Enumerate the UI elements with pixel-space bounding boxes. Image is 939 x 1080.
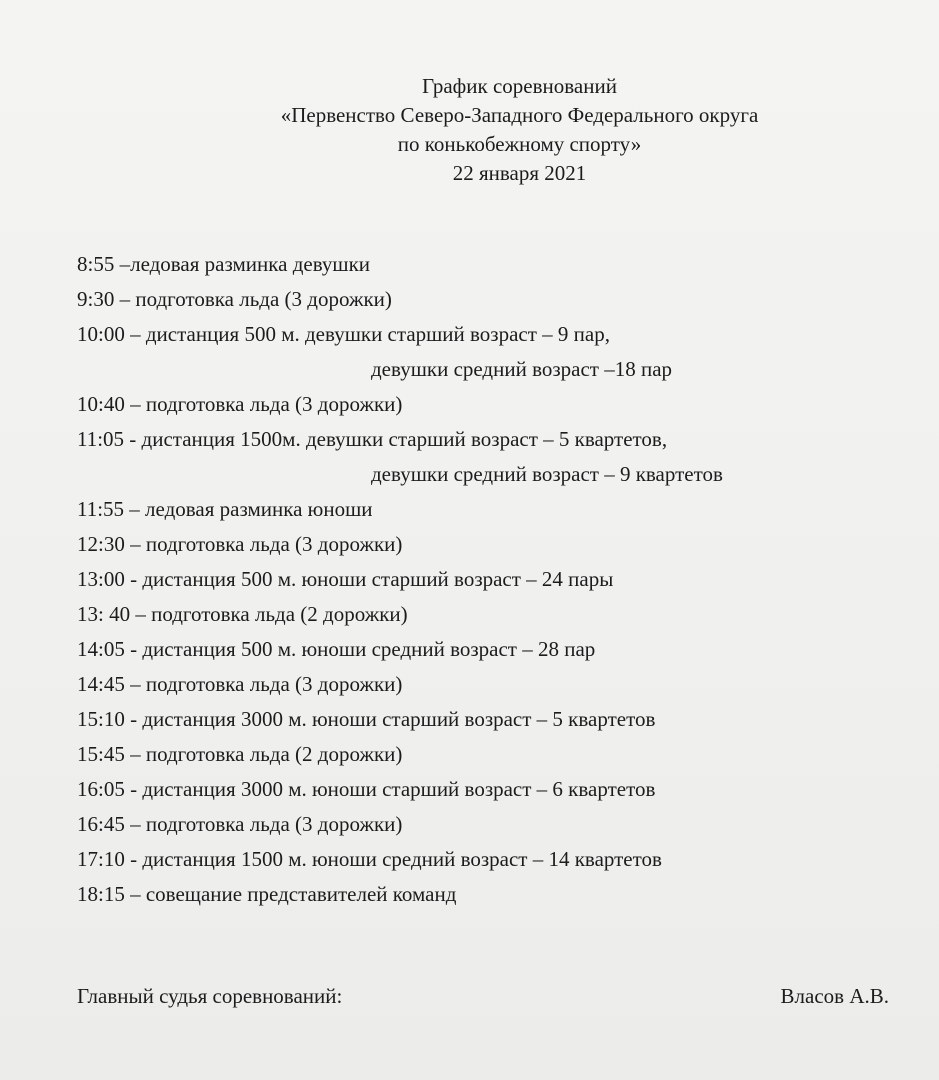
- event-name-line-1: «Первенство Северо-Западного Федерального округа: [280, 103, 759, 127]
- schedule-item: 15:45 – подготовка льда (2 дорожки): [77, 742, 403, 766]
- schedule-item: 13: 40 – подготовка льда (2 дорожки): [77, 602, 408, 626]
- schedule-item: 17:10 - дистанция 1500 м. юноши средний возраст – 14 квартетов: [77, 847, 662, 871]
- schedule-item: 8:55 –ледовая разминка девушки: [77, 252, 371, 276]
- schedule-item-continuation: девушки средний возраст –18 пар: [371, 357, 673, 381]
- chief-judge-name: Власов А.В.: [780, 984, 889, 1008]
- document-title: График соревнований: [422, 74, 617, 98]
- schedule-list: [77, 247, 917, 912]
- schedule-item: 10:40 – подготовка льда (3 дорожки): [77, 392, 403, 416]
- schedule-item: 11:55 – ледовая разминка юноши: [77, 497, 373, 521]
- schedule-item: 15:10 - дистанция 3000 м. юноши старший возраст – 5 квартетов: [77, 707, 656, 731]
- event-date: 22 января 2021: [452, 161, 587, 185]
- schedule-item: 14:05 - дистанция 500 м. юноши средний возраст – 28 пар: [77, 637, 596, 661]
- schedule-item: 9:30 – подготовка льда (3 дорожки): [77, 287, 392, 311]
- schedule-item: 16:45 – подготовка льда (3 дорожки): [77, 812, 403, 836]
- schedule-item: 16:05 - дистанция 3000 м. юноши старший возраст – 6 квартетов: [77, 777, 656, 801]
- schedule-item: 12:30 – подготовка льда (3 дорожки): [77, 532, 403, 556]
- chief-judge-label: Главный судья соревнований:: [77, 984, 343, 1008]
- schedule-item: 18:15 – совещание представителей команд: [77, 882, 457, 906]
- schedule-item: 10:00 – дистанция 500 м. девушки старший возраст – 9 пар,: [77, 322, 610, 346]
- document-title-block: [0, 72, 939, 188]
- schedule-item: 14:45 – подготовка льда (3 дорожки): [77, 672, 403, 696]
- schedule-item: 11:05 - дистанция 1500м. девушки старший возраст – 5 квартетов,: [77, 427, 668, 451]
- event-name-line-2: по конькобежному спорту»: [397, 132, 642, 156]
- schedule-item: 13:00 - дистанция 500 м. юноши старший возраст – 24 пары: [77, 567, 614, 591]
- schedule-item-continuation: девушки средний возраст – 9 квартетов: [371, 462, 723, 486]
